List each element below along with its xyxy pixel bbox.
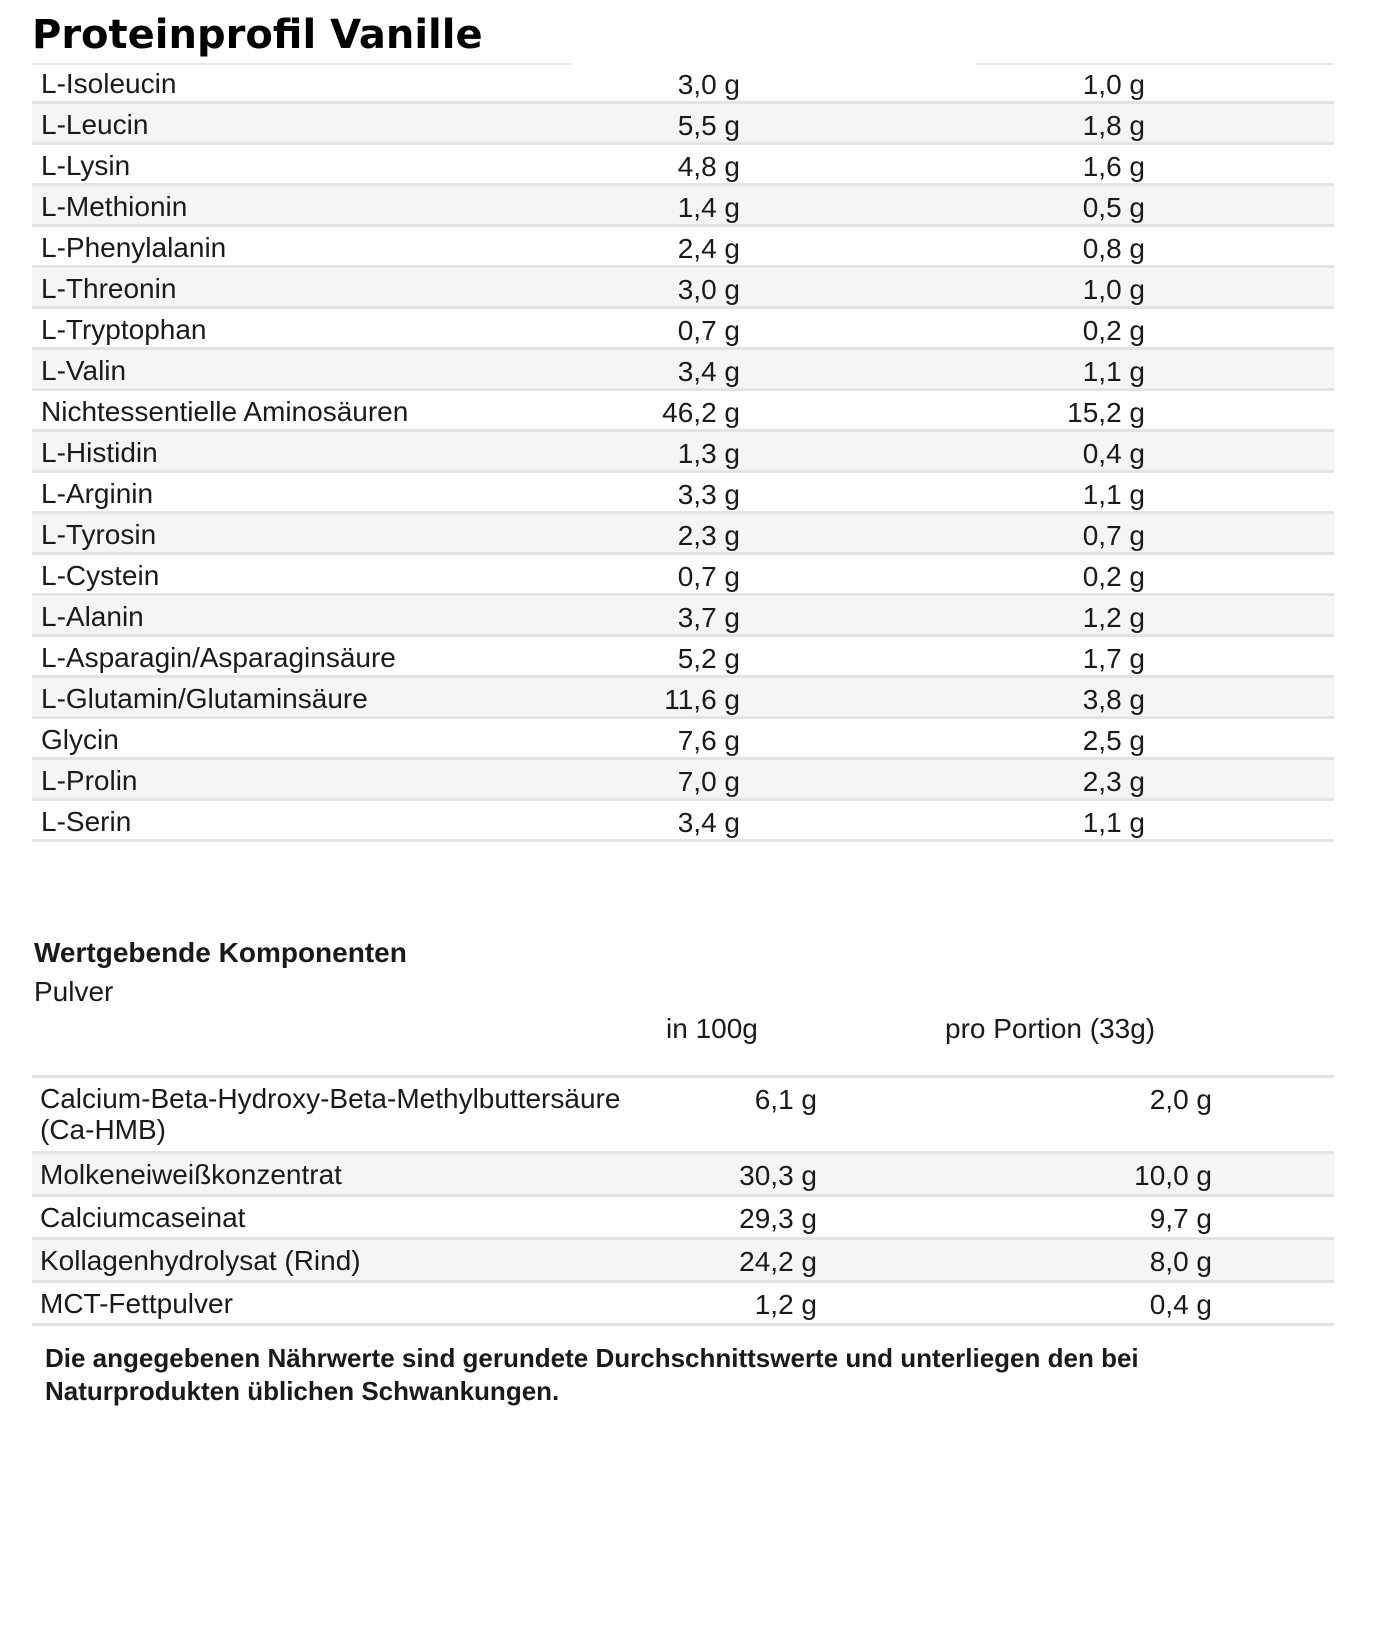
components-table [32,1075,1334,1326]
value-per-portion: 3,8 g [1082,684,1145,715]
value-per-100g: 3,4 g [677,807,740,838]
table-row [32,555,1334,596]
table-row [32,350,1334,391]
table-row [32,678,1334,719]
table-row [32,1283,1334,1326]
value-per-portion: 1,6 g [1082,151,1145,182]
value-per-100g: 5,2 g [677,643,740,674]
nutrient-name: L-Histidin [41,437,158,468]
nutrient-name: L-Phenylalanin [41,232,227,263]
nutrient-name: Calcium-Beta-Hydroxy-Beta-Methylbuttersäure (Ca-HMB) [40,1083,621,1145]
table-row [32,719,1334,760]
value-per-100g: 46,2 g [662,397,740,428]
nutrient-name: L-Methionin [41,191,188,222]
table-row [32,1078,1334,1154]
value-per-portion: 0,4 g [1082,438,1145,469]
value-per-100g: 1,3 g [677,438,740,469]
value-per-portion: 1,1 g [1082,356,1145,387]
table-row [32,145,1334,186]
value-per-portion: 0,8 g [1082,233,1145,264]
value-per-portion: 10,0 g [1134,1160,1212,1191]
value-per-portion: 2,3 g [1082,766,1145,797]
components-subtitle: Pulver [34,976,114,1007]
nutrient-name: L-Isoleucin [41,68,177,99]
table-row [32,596,1334,637]
value-per-portion: 1,1 g [1082,479,1145,510]
table-row [32,1197,1334,1240]
table-row [32,186,1334,227]
value-per-portion: 0,7 g [1082,520,1145,551]
value-per-100g: 2,4 g [677,233,740,264]
value-per-portion: 1,1 g [1082,807,1145,838]
nutrient-name: L-Cystein [41,560,160,591]
value-per-100g: 4,8 g [677,151,740,182]
value-per-100g: 24,2 g [739,1246,817,1277]
value-per-100g: 11,6 g [664,684,740,715]
table-row [32,391,1334,432]
value-per-portion: 8,0 g [1149,1246,1212,1277]
value-per-100g: 30,3 g [739,1160,817,1191]
components-title: Wertgebende Komponenten [34,937,407,968]
nutrient-name: Calciumcaseinat [40,1202,246,1233]
table-row [32,473,1334,514]
value-per-100g: 0,7 g [677,315,740,346]
value-per-portion: 1,8 g [1082,110,1145,141]
value-per-100g: 3,7 g [677,602,740,633]
nutrient-name: L-Asparagin/Asparaginsäure [41,642,396,673]
column-header-per-portion: pro Portion (33g) [945,1013,1156,1044]
value-per-100g: 7,0 g [677,766,740,797]
value-per-100g: 1,2 g [754,1289,817,1320]
value-per-portion: 2,0 g [1149,1084,1212,1115]
nutrient-name: L-Tyrosin [41,519,157,550]
table-row [32,1240,1334,1283]
table-row [32,637,1334,678]
value-per-100g: 3,3 g [677,479,740,510]
table-row [32,432,1334,473]
page-title: Proteinprofil Vanille [32,12,483,58]
disclaimer-text: Die angegebenen Nährwerte sind gerundete Durchschnittswerte und unterliegen den bei Naturprodukten üblichen Schwankungen. [45,1343,1139,1406]
table-row [32,227,1334,268]
value-per-portion: 1,0 g [1082,69,1145,100]
nutrient-name: Glycin [41,724,119,755]
value-per-100g: 3,0 g [677,274,740,305]
nutrient-name: Nichtessentielle Aminosäuren [41,396,409,427]
value-per-portion: 9,7 g [1149,1203,1212,1234]
nutrient-name: L-Alanin [41,601,144,632]
nutrient-name: L-Prolin [41,765,138,796]
nutrient-name: L-Arginin [41,478,154,509]
value-per-100g: 5,5 g [677,110,740,141]
value-per-100g: 6,1 g [754,1084,817,1115]
value-per-portion: 1,0 g [1082,274,1145,305]
value-per-100g: 29,3 g [739,1203,817,1234]
value-per-100g: 2,3 g [677,520,740,551]
table-row [32,104,1334,145]
nutrient-name: L-Glutamin/Glutaminsäure [41,683,368,714]
value-per-portion: 0,5 g [1082,192,1145,223]
value-per-100g: 3,4 g [677,356,740,387]
value-per-portion: 1,2 g [1082,602,1145,633]
nutrient-name: MCT-Fettpulver [40,1288,233,1319]
nutrient-name: L-Threonin [41,273,177,304]
nutrient-name: L-Tryptophan [41,314,207,345]
value-per-100g: 7,6 g [677,725,740,756]
table-row [32,268,1334,309]
value-per-100g: 0,7 g [677,561,740,592]
value-per-portion: 2,5 g [1082,725,1145,756]
nutrient-name: Kollagenhydrolysat (Rind) [40,1245,361,1276]
value-per-portion: 0,2 g [1082,561,1145,592]
nutrient-name: L-Leucin [41,109,149,140]
nutrient-name: L-Lysin [41,150,131,181]
nutrient-name: L-Valin [41,355,127,386]
nutrient-name: Molkeneiweißkonzentrat [40,1159,342,1190]
table-row [32,514,1334,555]
column-header-per-100g: in 100g [666,1013,758,1044]
table-row [32,309,1334,350]
nutrient-name: L-Serin [41,806,132,837]
value-per-portion: 0,2 g [1082,315,1145,346]
table-row [32,801,1334,842]
table-row [32,63,1334,104]
table-row [32,760,1334,801]
value-per-100g: 1,4 g [677,192,740,223]
value-per-portion: 15,2 g [1067,397,1145,428]
value-per-100g: 3,0 g [677,69,740,100]
amino-acid-rows [32,63,1334,842]
value-per-portion: 1,7 g [1082,643,1145,674]
table-row [32,1154,1334,1197]
value-per-portion: 0,4 g [1149,1289,1212,1320]
